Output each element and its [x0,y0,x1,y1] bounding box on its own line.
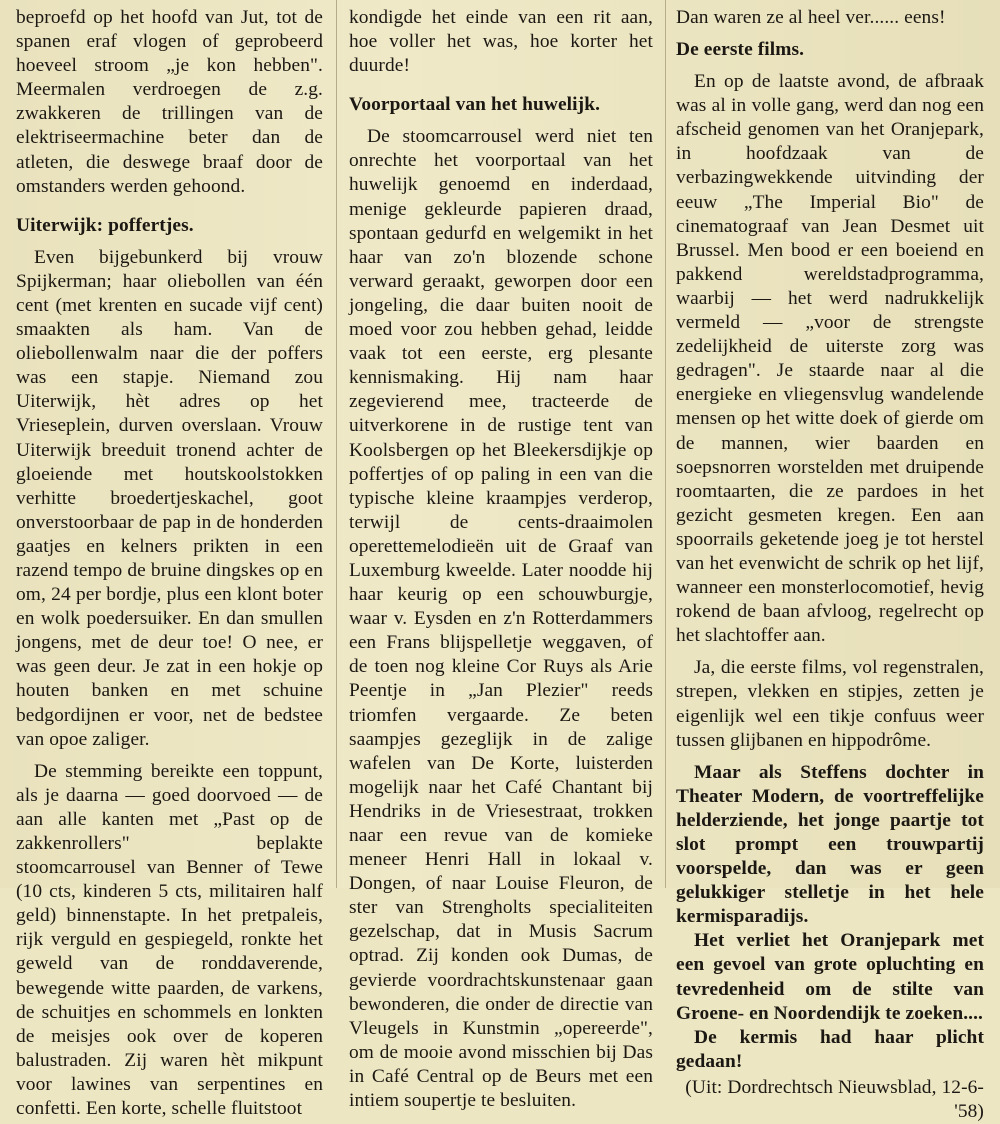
section-heading-uiterwijk: Uiterwijk: poffertjes. [16,214,194,236]
paragraph: beproefd op het hoofd van Jut, tot de spanen eraf vlogen of geprobeerd hoeveel stroom „je kon hebben". Meermalen verdroegen de z.g. zwakkeren de trillingen van de elektriseermachine beter dan de atleten, die deswege braaf door de omstanders werden gehoond. [16,7,323,197]
source-citation: (Uit: Dordrechtsch Nieuwsblad, 12-6-'58) [685,1076,984,1123]
column-1 [16,6,323,1121]
column-divider [336,0,337,888]
bold-paragraph: Het verliet het Oranjepark met een gevoel van grote opluchting en tevredenheid om de stilte van Groene- en Noordendijk te zoeken.... [676,930,984,1024]
paragraph: De stoomcarrousel werd niet ten onrechte het voorportaal van het huwelijk genoemd en inderdaad, menige gekleurde papieren draad, spontaan gedurfd en welgemikt in het haar van zo'n blozende schone verward geraakt, geworpen door een jongeling, die daar buiten nooit de moed voor zou hebben gehad, leidde vaak tot een eerste, erg plesante kennismaking. Hij nam haar zegevierend mee, tracteerde de uitverkorene in de rustige tent van Koolsbergen op het Bleekersdijkje op poffertjes of op paling in een van die typische kleine kraampjes verderop, terwijl de cents-draaimolen operettemelodieën uit de Graaf van Luxemburg kweelde. Later noodde hij haar keurig op een schouwburgje, waar v. Eysden en z'n Rotterdammers een Frans blijspelletje weggaven, of de toen nog kleine Cor Ruys als Arie Peentje in „Jan Plezier" reeds triomfen vergaarde. Ze beten saampjes gezeglijk in de zalige wafelen van De Korte, luisterden mogelijk naar het Café Chantant bij Hendriks in de Vriesestraat, trokken naar een revue van de komieke meneer Henri Hall in lokaal v. Dongen, of naar Louise Fleuron, de ster van Strengholts specialiteiten gezelschap, dat in Musis Sacrum optrad. Zij konden ook Dumas, de gevierde voordrachtskunstenaar gaan bewonderen, die onder de directie van Vleugels in Kunstmin „opereerde", om de mooie avond misschien bij Das in Café Central op de Beurs met een intiem soupertje te besluiten. [349,126,653,1112]
paragraph: Even bijgebunkerd bij vrouw Spijkerman; haar oliebollen van één cent (met krenten en sucade vijf cent) smaakten als ham. Van de oliebollenwalm naar die der poffers was een stapje. Niemand zou Uiterwijk, hèt adres op het Vrieseplein, durven overslaan. Vrouw Uiterwijk breeduit tronend achter de gloeiende met houtskoolstokken verhitte broedertjeskachel, goot onverstoorbaar de pap in de honderden gaatjes en kelners prikten in een razend tempo de bruine dingskes op en om, 24 per bordje, plus een klont boter en wolk poedersuiker. En dan smullen jongens, met de deur toe! O nee, er was geen deur. Je zat in een hokje op houten banken en met schuine bedgordijnen er voor, net de bedstee van opoe zaliger. [16,246,323,750]
bold-paragraph: De kermis had haar plicht gedaan! [676,1026,984,1072]
column-divider [665,0,666,888]
column-3 [676,6,984,1124]
paragraph: En op de laatste avond, de afbraak was al in volle gang, werd dan nog een afscheid genomen van het Oranjepark, in hoofdzaak van de verbazingwekkende uitvinding der eeuw „The Imperial Bio" de cinematograaf van Jean Desmet uit Brussel. Men bood er een boeiend en pakkend wereldstadprogramma, waarbij — het werd nadrukkelijk vermeld — „voor de strengste zedelijkheid de uiterste zorg was gedragen". Je staarde naar al die energieke en vliegensvlug wandelende mensen op het witte doek of gierde om de mannen, wier baarden en soepsnorren worstelden met druipende roomtaarten, die ze pardoes in het gezicht gesmeten kregen. Een aan spoorrails geketende joeg je tot herstel van het evenwicht de schrik op het lijf, wanneer een monsterlocomotief, hevig rokend de baan afvloog, regelrecht op het slachtoffer aan. [676,71,984,647]
paragraph: Dan waren ze al heel ver...... eens! [676,7,946,28]
paragraph: De stemming bereikte een toppunt, als je daarna — goed doorvoed — de aan alle kanten met „Past op de zakkenrollers" beplakte stoomcarrousel van Benner of Tewe (10 cts, kinderen 5 cts, militairen half geld) binnenstapte. In het pretpaleis, rijk verguld en gespiegeld, ronkte het geweld van de ronddaverende, bewegende witte paarden, de varkens, de schuitjes en schommels en lonkten de meisjes ook over de koperen balustraden. Zij waren hèt mikpunt voor lawines van serpentines en confetti. Een korte, schelle fluitstoot [16,760,323,1120]
paragraph: kondigde het einde van een rit aan, hoe voller het was, hoe korter het duurde! [349,7,653,77]
section-heading-eerste-films: De eerste films. [676,39,805,61]
column-2 [349,6,653,1113]
bold-paragraph: Maar als Steffens dochter in Theater Modern, de voortreffelijke helderziende, het jonge paartje tot slot prompt een trouwpartij voorspelde, dan was er geen gelukkiger stelletje in het hele kermisparadijs. [676,761,984,928]
paragraph: Ja, die eerste films, vol regenstralen, strepen, vlekken en stipjes, zetten je eigenlijk wel een tikje confuus weer tussen glijbanen en hippodrôme. [676,657,984,751]
section-heading-voorportaal: Voorportaal van het huwelijk. [349,94,601,116]
